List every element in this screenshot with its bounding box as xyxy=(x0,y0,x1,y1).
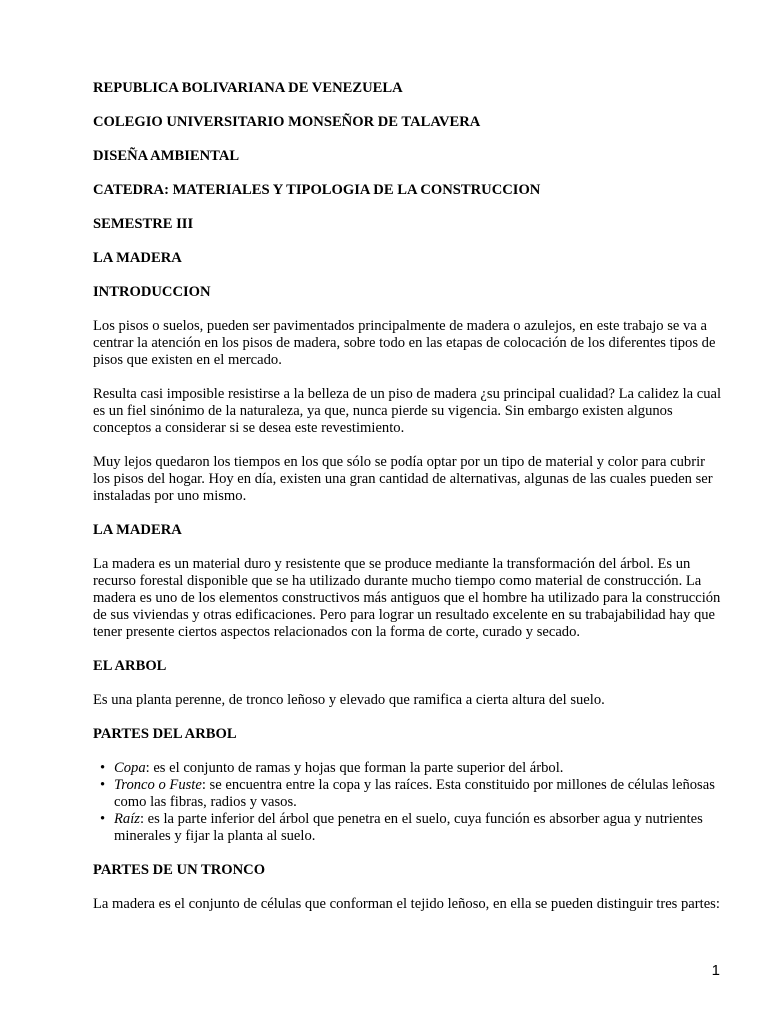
header-course: CATEDRA: MATERIALES Y TIPOLOGIA DE LA CONSTRUCCION xyxy=(93,182,541,198)
list-item xyxy=(100,777,725,811)
section-heading-intro: INTRODUCCION xyxy=(93,284,211,300)
arbol-paragraph: Es una planta perenne, de tronco leñoso y elevado que ramifica a cierta altura del suelo. xyxy=(93,692,605,708)
madera-paragraph: La madera es un material duro y resistente que se produce mediante la transformación del árbol. Es un recurso forestal disponible que se ha utilizado durante mucho tiempo como material de construcción. La madera es uno de los elementos constructivos más antiguos que el hombre ha utilizado para la construcción de sus viviendas y otras edificaciones. Pero para lograr un resultado excelente en su trabajabilidad hay que tener presente ciertos aspectos relacionados con la forma de corte, curado y secado. xyxy=(93,556,721,640)
bullet-icon: • xyxy=(100,777,106,793)
section-heading-partes-arbol: PARTES DEL ARBOL xyxy=(93,726,237,742)
list-item-term: Copa xyxy=(114,760,146,776)
partes-tronco-paragraph: La madera es el conjunto de células que conforman el tejido leñoso, en ella se pueden distinguir tres partes: xyxy=(93,896,720,912)
bullet-icon: • xyxy=(100,811,106,827)
header-program: DISEÑA AMBIENTAL xyxy=(93,148,240,164)
list-item xyxy=(100,760,725,777)
header-country: REPUBLICA BOLIVARIANA DE VENEZUELA xyxy=(93,80,403,96)
intro-paragraph-2: Resulta casi imposible resistirse a la belleza de un piso de madera ¿su principal cualidad? La calidez la cual es un fiel sinónimo de la naturaleza, ya que, nunca pierde su vigencia. Sin embargo existen algunos conceptos a considerar si se desea este revestimiento. xyxy=(93,386,722,436)
list-item xyxy=(100,811,725,845)
intro-paragraph-1: Los pisos o suelos, pueden ser pavimentados principalmente de madera o azulejos, en este trabajo se va a centrar la atención en los pisos de madera, sobre todo en las etapas de colocación de los diferentes tipos de pisos que existen en el mercado. xyxy=(93,318,716,368)
partes-arbol-list xyxy=(93,760,725,845)
bullet-icon: • xyxy=(100,760,106,776)
header-semester: SEMESTRE III xyxy=(93,216,194,232)
document-page xyxy=(93,80,725,930)
intro-paragraph-3: Muy lejos quedaron los tiempos en los que sólo se podía optar por un tipo de material y color para cubrir los pisos del hogar. Hoy en día, existen una gran cantidad de alternativas, algunas de las cuales pueden ser instaladas por uno mismo. xyxy=(93,454,713,504)
list-item-text: : es el conjunto de ramas y hojas que forman la parte superior del árbol. xyxy=(145,760,564,776)
list-item-text: : es la parte inferior del árbol que penetra en el suelo, cuya función es absorber agua y nutrientes minerales y fijar la planta al suelo. xyxy=(114,811,703,844)
section-heading-arbol: EL ARBOL xyxy=(93,658,167,674)
list-item-text: : se encuentra entre la copa y las raíces. Esta constituido por millones de células leñosas como las fibras, radios y vasos. xyxy=(114,777,715,810)
document-title: LA MADERA xyxy=(93,250,182,266)
list-item-term: Raíz xyxy=(114,811,140,827)
section-heading-madera: LA MADERA xyxy=(93,522,182,538)
page-number: 1 xyxy=(711,962,720,979)
list-item-term: Tronco o Fuste xyxy=(114,777,202,793)
section-heading-partes-tronco: PARTES DE UN TRONCO xyxy=(93,862,266,878)
header-college: COLEGIO UNIVERSITARIO MONSEÑOR DE TALAVERA xyxy=(93,114,481,130)
